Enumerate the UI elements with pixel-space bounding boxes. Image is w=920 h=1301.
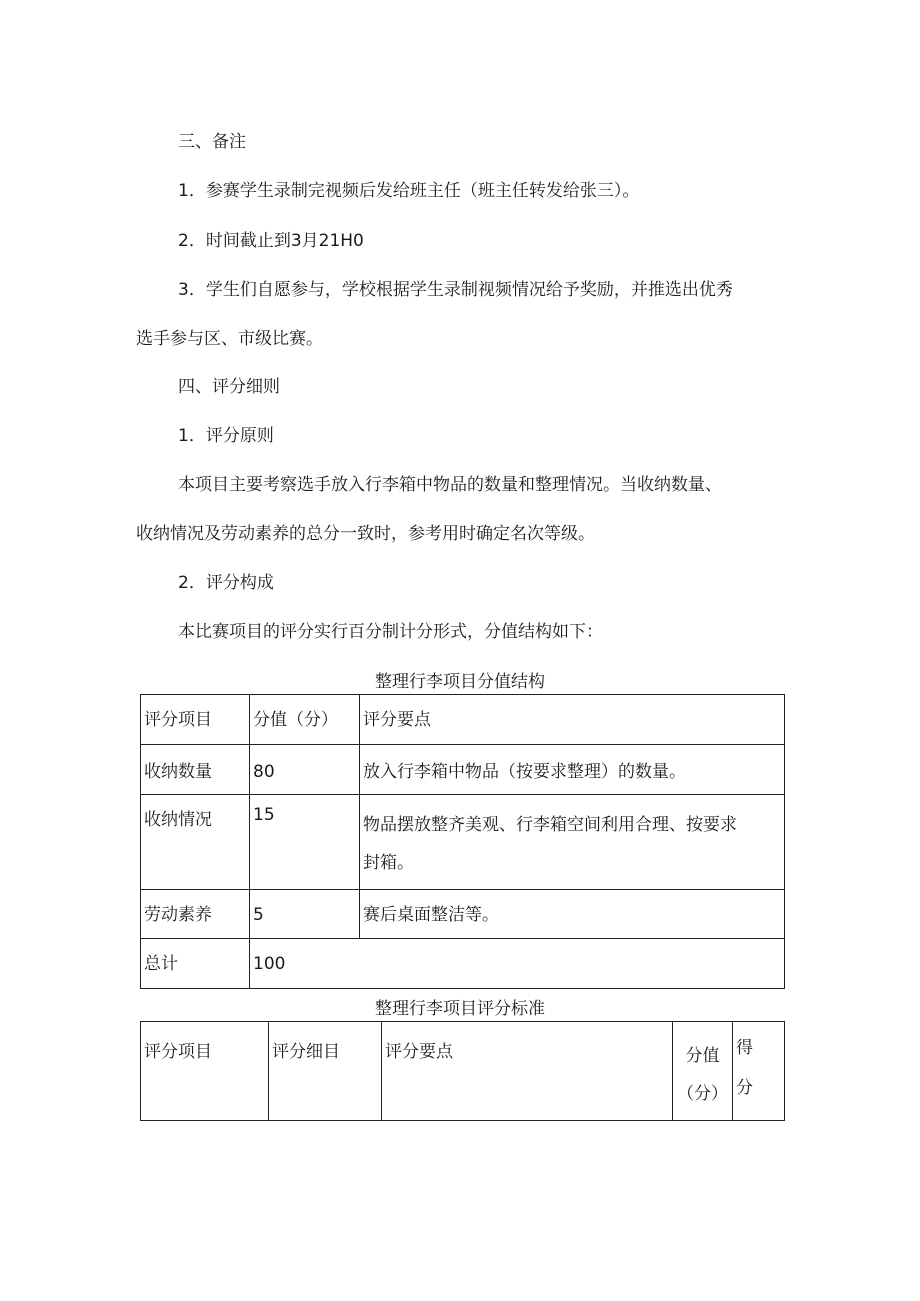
notes-item-1: 1．参赛学生录制完视频后发给班主任（班主任转发给张三）。 xyxy=(178,181,640,201)
composition-text: 本比赛项目的评分实行百分制计分形式，分值结构如下： xyxy=(178,622,603,642)
notes-item-3-line-2: 选手参与区、市级比赛。 xyxy=(136,329,323,349)
table-row xyxy=(141,890,785,939)
notes-item-2: 2．时间截止到3月21H0 xyxy=(178,231,364,251)
header-cell-item: 评分项目 xyxy=(141,1022,269,1121)
row-item-cell: 收纳情况 xyxy=(141,795,250,890)
total-value-cell: 100 xyxy=(250,939,785,989)
table-header-row xyxy=(141,695,785,745)
row-value-cell: 5 xyxy=(250,890,360,939)
header-cell-detail: 评分细目 xyxy=(269,1022,382,1121)
notes-heading: 三、备注 xyxy=(178,132,246,152)
score-structure-table xyxy=(140,694,785,989)
header-value-line-2: （分） xyxy=(677,1084,728,1104)
scoring-heading: 四、评分细则 xyxy=(178,377,280,397)
notes-item-3-line-1: 3．学生们自愿参与，学校根据学生录制视频情况给予奖励，并推选出优秀 xyxy=(178,280,733,300)
points-line-1: 物品摆放整齐美观、行李箱空间利用合理、按要求 xyxy=(363,815,737,835)
table-row xyxy=(141,795,785,890)
header-cell-score xyxy=(733,1022,785,1121)
points-line-2: 封箱。 xyxy=(363,853,414,873)
header-score-line-1: 得 xyxy=(736,1038,753,1058)
score-standard-table xyxy=(140,1021,785,1121)
row-value-cell: 15 xyxy=(250,795,360,890)
table-total-row xyxy=(141,939,785,989)
header-cell: 评分项目 xyxy=(141,695,250,745)
row-points-cell: 放入行李箱中物品（按要求整理）的数量。 xyxy=(360,745,785,795)
header-score-line-2: 分 xyxy=(736,1078,753,1098)
table1-caption: 整理行李项目分值结构 xyxy=(375,672,545,692)
table2-caption: 整理行李项目评分标准 xyxy=(375,999,545,1019)
header-cell: 评分要点 xyxy=(360,695,785,745)
principle-line-2: 收纳情况及劳动素养的总分一致时，参考用时确定名次等级。 xyxy=(136,524,595,544)
row-points-cell xyxy=(360,795,785,890)
row-item-cell: 劳动素养 xyxy=(141,890,250,939)
header-value-line-1: 分值 xyxy=(685,1046,720,1066)
principle-line-1: 本项目主要考察选手放入行李箱中物品的数量和整理情况。当收纳数量、 xyxy=(178,475,722,495)
composition-title: 2．评分构成 xyxy=(178,573,274,593)
row-value-cell: 80 xyxy=(250,745,360,795)
header-cell-points: 评分要点 xyxy=(382,1022,673,1121)
table-header-row xyxy=(141,1022,785,1121)
header-cell-value xyxy=(673,1022,733,1121)
row-item-cell: 收纳数量 xyxy=(141,745,250,795)
header-cell: 分值（分） xyxy=(250,695,360,745)
principle-title: 1．评分原则 xyxy=(178,426,274,446)
row-points-cell: 赛后桌面整洁等。 xyxy=(360,890,785,939)
table-row xyxy=(141,745,785,795)
total-label-cell: 总计 xyxy=(141,939,250,989)
